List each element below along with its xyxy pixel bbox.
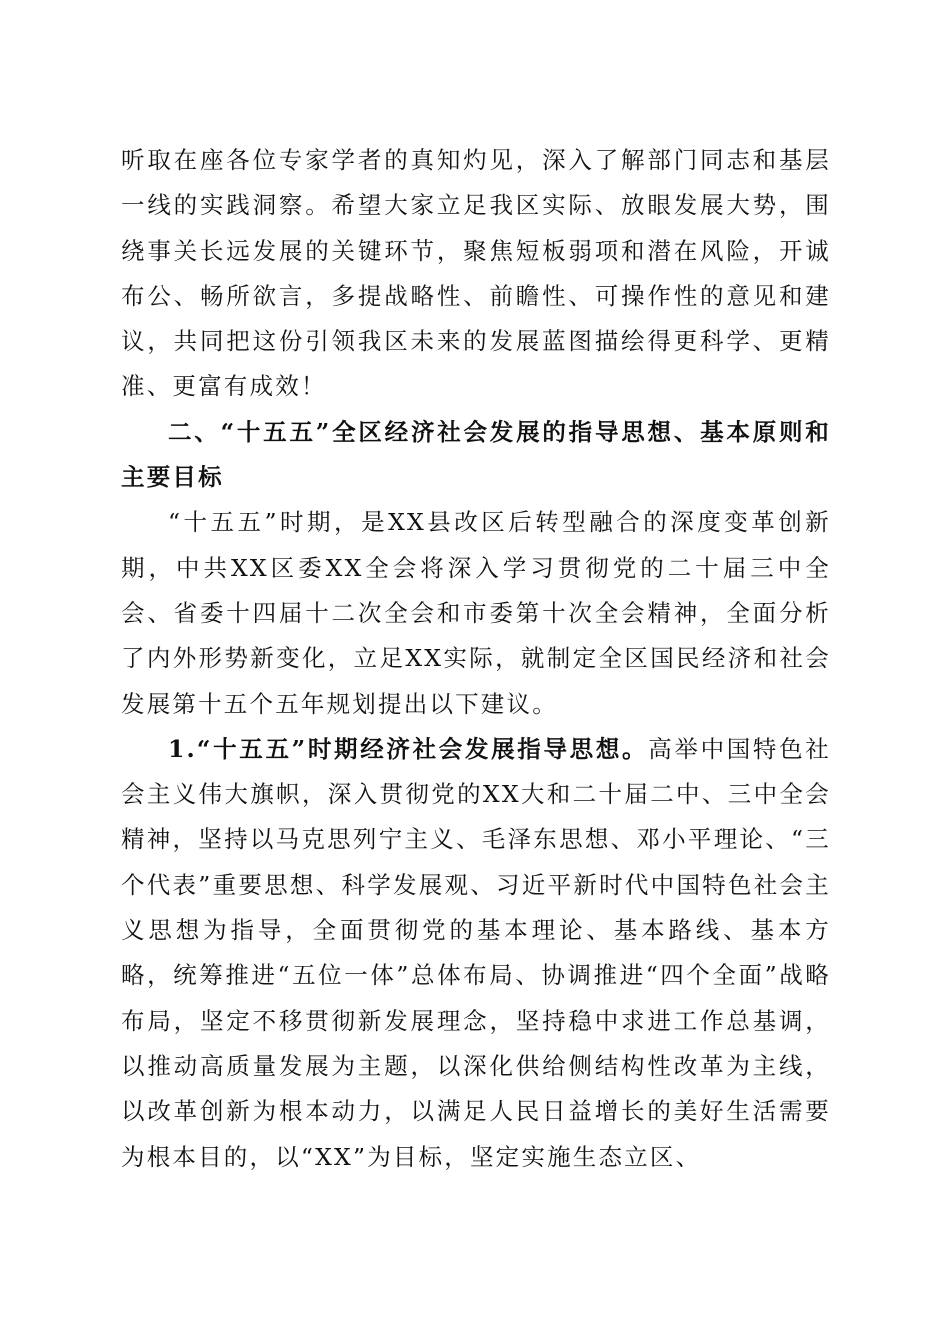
section-heading-guiding-principles [121,410,831,501]
section-heading-text: 二、“十五五”全区经济社会发展的指导思想、基本原则和主要目标 [121,417,831,492]
paragraph-lead-title: 1.“十五五”时期经济社会发展指导思想。 [168,734,649,763]
paragraph-text: 听取在座各位专家学者的真知灼见，深入了解部门同志和基层一线的实践洞察。希望大家立足我区实际、放眼发展大势，围绕事关长远发展的关键环节，聚焦短板弱项和潜在风险，开诚布公、畅所欲言，多提战略性、前瞻性、可操作性的意见和建议，共同把这份引领我区未来的发展蓝图描绘得更科学、更精准、更富有成效！ [121,146,831,401]
paragraph-text: 高举中国特色社会主义伟大旗帜，深入贯彻党的XX大和二十届二中、三中全会精神，坚持以马克思列宁主义、毛泽东思想、邓小平理论、“三个代表”重要思想、科学发展观、习近平新时代中国特色社会主义思想为指导，全面贯彻党的基本理论、基本路线、基本方略，统筹推进“五位一体”总体布局、协调推进“四个全面”战略布局，坚定不移贯彻新发展理念，坚持稳中求进工作总基调，以推动高质量发展为主题，以深化供给侧结构性改革为主线，以改革创新为根本动力，以满足人民日益增长的美好生活需要为根本目的，以“XX”为目标，坚定实施生态立区、 [121,734,831,1171]
paragraph-period-overview [121,500,831,726]
paragraph-closing-remarks [121,138,831,410]
paragraph-guiding-thought [121,727,831,1180]
paragraph-text: “十五五”时期，是XX县改区后转型融合的深度变革创新期，中共XX区委XX全会将深入学习贯彻党的二十届三中全会、省委十四届十二次全会和市委第十次全会精神，全面分析了内外形势新变化，立足XX实际，就制定全区国民经济和社会发展第十五个五年规划提出以下建议。 [121,508,831,718]
document-body [121,138,831,1180]
